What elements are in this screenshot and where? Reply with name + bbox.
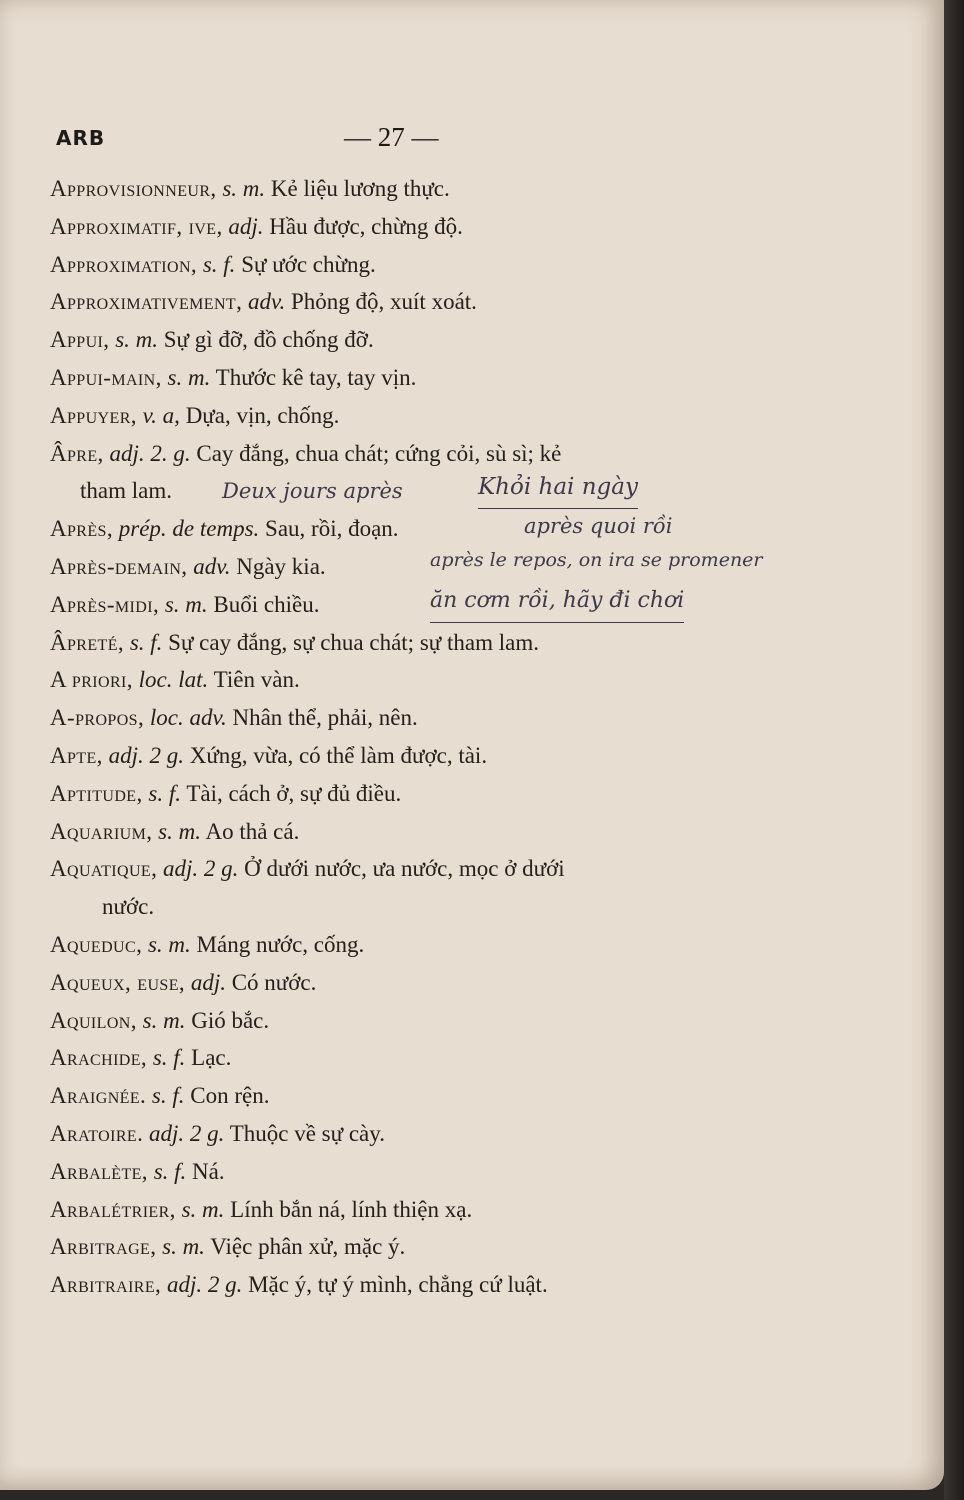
- dictionary-entry: [50, 1153, 810, 1191]
- headword: Après-demain,: [50, 553, 188, 579]
- dictionary-entry: [50, 359, 810, 397]
- dictionary-entry: [50, 624, 810, 662]
- headword: Approximatif, ive,: [50, 213, 223, 239]
- grammar-tag: adj. 2. g.: [109, 440, 191, 466]
- handwritten-note: Khỏi hai ngày: [478, 469, 638, 510]
- headword: Apte,: [50, 742, 103, 768]
- grammar-tag: s. m.: [222, 176, 266, 201]
- headword: Aqueux, euse,: [50, 969, 186, 995]
- dictionary-entry: [50, 321, 810, 359]
- dictionary-entry: [50, 813, 810, 851]
- headword: Aptitude,: [50, 780, 143, 806]
- grammar-tag: adv.: [247, 289, 286, 315]
- headword: Arachide,: [50, 1045, 148, 1071]
- definition: Nhân thể, phải, nên.: [232, 705, 418, 731]
- dictionary-entry: [50, 926, 810, 964]
- dictionary-entry: [50, 170, 810, 208]
- definition: Cay đắng, chua chát; cứng cỏi, sù sì; kẻ: [196, 440, 562, 466]
- grammar-tag: s. m.: [162, 1234, 205, 1260]
- dictionary-entry: [50, 964, 810, 1002]
- grammar-tag: loc. adv.: [149, 705, 227, 731]
- headword: Approvisionneur,: [50, 176, 217, 201]
- definition: Ngày kia.: [236, 553, 326, 579]
- definition: Tài, cách ở, sự đủ điều.: [186, 780, 402, 806]
- headword: Appui-main,: [50, 364, 162, 390]
- definition: Sau, rồi, đoạn.: [265, 516, 399, 542]
- dictionary-entry: [50, 1228, 810, 1266]
- grammar-tag: s. f.: [202, 251, 236, 277]
- handwritten-note: ăn cơm rồi, hãy đi chơi: [430, 582, 684, 623]
- definition: Lính bắn ná, lính thiện xạ.: [230, 1196, 473, 1222]
- definition: Xứng, vừa, có thể làm được, tài.: [189, 742, 488, 768]
- definition: Gió bắc.: [191, 1007, 270, 1033]
- definition: Ao thả cá.: [205, 818, 300, 844]
- headword: Après-midi,: [50, 591, 160, 617]
- grammar-tag: s. m.: [147, 931, 191, 957]
- dictionary-entry: [50, 737, 810, 775]
- headword: Arbalète,: [50, 1158, 148, 1184]
- definition-continuation: nước.: [102, 894, 155, 920]
- grammar-tag: v. a,: [142, 402, 180, 428]
- grammar-tag: s. m.: [181, 1196, 225, 1222]
- dictionary-entry: [50, 586, 810, 624]
- dictionary-entry: [50, 397, 810, 435]
- definition: Sự gì đỡ, đồ chống đỡ.: [163, 327, 374, 353]
- entry-list: [50, 170, 810, 1304]
- grammar-tag: adj. 2 g.: [166, 1272, 243, 1298]
- definition: Máng nước, cống.: [196, 931, 365, 957]
- headword: Aquarium,: [50, 818, 153, 844]
- grammar-tag: adj. 2 g.: [148, 1120, 225, 1146]
- headword: Après,: [50, 516, 114, 542]
- running-head: ARB: [56, 126, 106, 150]
- definition: Buổi chiều.: [213, 591, 320, 617]
- definition: Thuộc về sự cày.: [229, 1120, 386, 1146]
- dictionary-entry: [50, 246, 810, 284]
- headword: Araignée.: [50, 1083, 147, 1109]
- definition: Mặc ý, tự ý mình, chẳng cứ luật.: [248, 1272, 548, 1298]
- dictionary-entry: [50, 1191, 810, 1229]
- headword: Arbitrage,: [50, 1234, 157, 1260]
- grammar-tag: prép. de temps.: [118, 516, 260, 542]
- definition-continuation: tham lam.: [80, 478, 172, 504]
- headword: A priori,: [50, 667, 133, 693]
- dictionary-entry: [50, 208, 810, 246]
- definition: Sự ước chừng.: [241, 251, 376, 277]
- definition: Lạc.: [191, 1045, 232, 1071]
- dictionary-entry: [50, 699, 810, 737]
- grammar-tag: s. f.: [151, 1083, 185, 1109]
- dictionary-entry: [50, 850, 810, 926]
- dictionary-entry: [50, 548, 810, 586]
- headword: Approximativement,: [50, 289, 243, 315]
- definition: Kẻ liệu lương thực.: [270, 176, 450, 201]
- dictionary-entry: [50, 435, 810, 511]
- definition: Ná.: [192, 1158, 225, 1184]
- grammar-tag: s. f.: [148, 780, 181, 806]
- dictionary-entry: [50, 1115, 810, 1153]
- headword: Approximation,: [50, 251, 198, 277]
- page-header: [56, 122, 576, 162]
- definition: Tiên vàn.: [213, 667, 300, 693]
- handwritten-note: après quoi rồi: [524, 514, 673, 539]
- definition: Dựa, vịn, chống.: [185, 402, 340, 428]
- grammar-tag: s. m.: [167, 364, 211, 390]
- grammar-tag: s. m.: [115, 327, 159, 353]
- definition: Con rện.: [190, 1083, 270, 1109]
- book-edge: [944, 0, 964, 1500]
- grammar-tag: adj.: [228, 213, 264, 239]
- grammar-tag: s. f.: [153, 1158, 187, 1184]
- headword: Appui,: [50, 327, 110, 353]
- grammar-tag: s. f.: [152, 1045, 186, 1071]
- dictionary-entry: [50, 661, 810, 699]
- handwritten-note: Deux jours après: [222, 478, 403, 503]
- headword: Aquatique,: [50, 856, 158, 882]
- headword: Aqueduc,: [50, 931, 143, 957]
- grammar-tag: s. m.: [158, 818, 201, 844]
- definition: Phỏng độ, xuít xoát.: [291, 289, 477, 315]
- definition: Hầu được, chừng độ.: [269, 213, 463, 239]
- definition: Có nước.: [231, 969, 317, 995]
- grammar-tag: loc. lat.: [138, 667, 209, 693]
- grammar-tag: adj. 2 g.: [163, 856, 239, 882]
- grammar-tag: s. m.: [142, 1007, 186, 1033]
- grammar-tag: adj.: [190, 969, 226, 995]
- handwritten-note: après le repos, on ira se promener: [430, 548, 763, 571]
- grammar-tag: adj. 2 g.: [108, 742, 184, 768]
- grammar-tag: s. f.: [129, 629, 163, 655]
- headword: Aratoire.: [50, 1120, 144, 1146]
- dictionary-entry: [50, 1002, 810, 1040]
- dictionary-entry: [50, 1077, 810, 1115]
- dictionary-entry: [50, 1039, 810, 1077]
- page-number: — 27 —: [344, 122, 439, 152]
- headword: Arbitraire,: [50, 1272, 162, 1298]
- dictionary-entry: [50, 283, 810, 321]
- headword: A-propos,: [50, 705, 145, 731]
- grammar-tag: s. m.: [164, 591, 208, 617]
- dictionary-entry: [50, 775, 810, 813]
- definition: Việc phân xử, mặc ý.: [210, 1234, 406, 1260]
- definition: Ở dưới nước, ưa nước, mọc ở dưới: [244, 856, 565, 882]
- definition: Sự cay đắng, sự chua chát; sự tham lam.: [168, 629, 539, 655]
- grammar-tag: adv.: [193, 553, 231, 579]
- headword: Âpre,: [50, 440, 104, 466]
- headword: Âpreté,: [50, 629, 125, 655]
- definition: Thước kê tay, tay vịn.: [215, 364, 417, 390]
- headword: Arbalétrier,: [50, 1196, 176, 1222]
- dictionary-entry: [50, 1266, 810, 1304]
- headword: Aquilon,: [50, 1007, 137, 1033]
- headword: Appuyer,: [50, 402, 137, 428]
